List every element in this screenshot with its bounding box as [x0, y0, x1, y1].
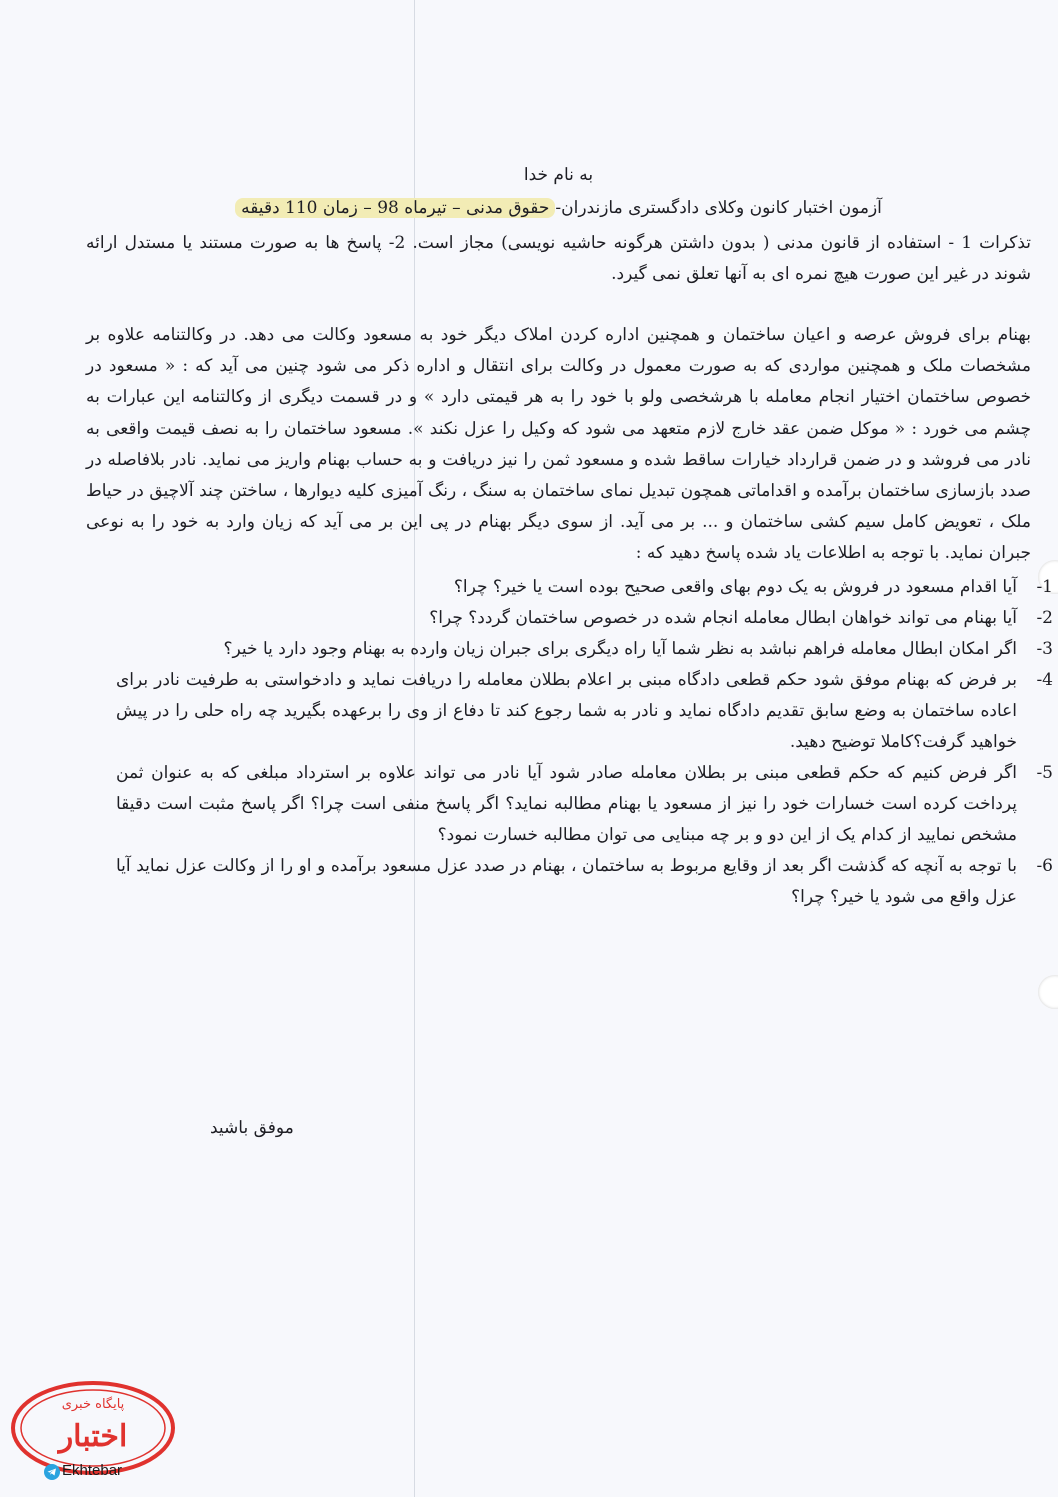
punch-hole — [1038, 975, 1058, 1009]
question-number: -6 — [1036, 855, 1053, 876]
question-text: با توجه به آنچه که گذشت اگر بعد از وقایع مربوط به ساختمان ، بهنام در صدد عزل مسعود برآمده و او را از وکالت عزل نماید آیا عزل واقع می شود یا خیر؟ چرا؟ — [116, 855, 1017, 907]
question-number: -4 — [1036, 669, 1053, 690]
case-description: بهنام برای فروش عرصه و اعیان ساختمان و همچنین اداره کردن املاک دیگر خود به مسعود وکالت می دهد. در وکالتنامه علاوه بر مشخصات ملک و همچنین مواردی که به صورت معمول در وکالت برای انتقال و اداره ذکر می شود چنین می آید که : « مسعود در خصوص ساختمان اختیار انجام معامله با هرشخصی ولو با خود را به هر قیمتی دارد » و در قسمت دیگری از وکالتنامه این عبارات به چشم می خورد : « موکل ضمن عقد خارج لازم متعهد می شود که وکیل را عزل نکند ». مسعود ساختمان را به نصف قیمت واقعی به نادر می فروشد و در ضمن قرارداد خیارات ساقط شده و مسعود ثمن را نیز دریافت و به حساب بهنام واریز می نماید. نادر بلافاصله در صدد بازسازی ساختمان برآمده و اقداماتی همچون تبدیل نمای ساختمان به سنگ ، رنگ آمیزی کلیه دیوارها ، ساختن چند آلاچیق در حیاط ملک ، تعویض کامل سیم کشی ساختمان و ... بر می آید. از سوی دیگر بهنام در پی این بر می آید که زیان وارد به خود را به نوعی جبران نماید. با توجه به اطلاعات یاد شده پاسخ دهید که : — [86, 325, 1032, 564]
question-number: -3 — [1036, 638, 1053, 659]
closing-wish: موفق باشید — [210, 1118, 294, 1138]
question-text: بر فرض که بهنام موفق شود حکم قطعی دادگاه مبنی بر اعلام بطلان معامله را دریافت نماید و دادخواستی به طرفیت نادر برای اعاده ساختمان به وضع سابق تقدیم دادگاه نماید و نادر به شما رجوع کند تا دفاع از وی را برعهده بگیرید چه راه حلی را در پیش خواهید گرفت؟کاملا توضیح دهید. — [116, 669, 1017, 752]
question-item — [116, 851, 1053, 913]
question-list — [86, 572, 1053, 913]
telegram-icon — [44, 1464, 60, 1480]
exam-document — [86, 160, 1053, 913]
question-text: آیا اقدام مسعود در فروش به یک دوم بهای واقعی صحیح بوده است یا خیر؟ چرا؟ — [453, 576, 1017, 597]
exam-notes: تذکرات 1 - استفاده از قانون مدنی ( بدون داشتن هرگونه حاشیه نویسی) مجاز است. 2- پاسخ ها به صورت مستند یا مستدل ارائه شوند در غیر این صورت هیچ نمره ای به آنها تعلق نمی گیرد. — [86, 233, 1031, 284]
question-number: -1 — [1036, 576, 1053, 597]
question-text: آیا بهنام می تواند خواهان ابطال معامله انجام شده در خصوص ساختمان گردد؟ چرا؟ — [429, 607, 1017, 628]
question-item — [116, 634, 1053, 665]
question-item — [116, 603, 1053, 634]
question-item — [116, 758, 1053, 851]
exam-title — [86, 193, 1031, 224]
question-number: -5 — [1036, 762, 1053, 783]
question-number: -2 — [1036, 607, 1053, 628]
question-text: اگر فرض کنیم که حکم قطعی مبنی بر بطلان معامله صادر شود آیا نادر می تواند علاوه بر استرداد مبلغی که به عنوان ثمن پرداخت کرده است خسارات خود را نیز از مسعود یا بهنام مطالبه نماید؟ اگر پاسخ منفی است چرا؟ اگر پاسخ مثبت است دقیقا مشخص نمایید از کدام یک از این دو و بر چه مبنایی می توان مطالبه خسارت نمود؟ — [116, 762, 1017, 845]
stamp-main-text: اختبار — [58, 1419, 128, 1454]
stamp-caption: Ekhtebar — [62, 1462, 123, 1479]
exam-title-highlight: حقوق مدنی – تیرماه 98 – زمان 110 دقیقه — [235, 198, 555, 218]
question-item — [116, 572, 1053, 603]
exam-title-prefix: آزمون اختبار کانون وکلای دادگستری مازندران- — [555, 198, 882, 218]
question-text: اگر امکان ابطال معامله فراهم نباشد به نظر شما آیا راه دیگری برای جبران زیان وارده به بهنام وجود دارد یا خیر؟ — [223, 638, 1017, 659]
stamp-top-text: پایگاه خبری — [61, 1397, 125, 1412]
bismillah-heading: به نام خدا — [523, 165, 594, 185]
question-item — [116, 665, 1053, 758]
